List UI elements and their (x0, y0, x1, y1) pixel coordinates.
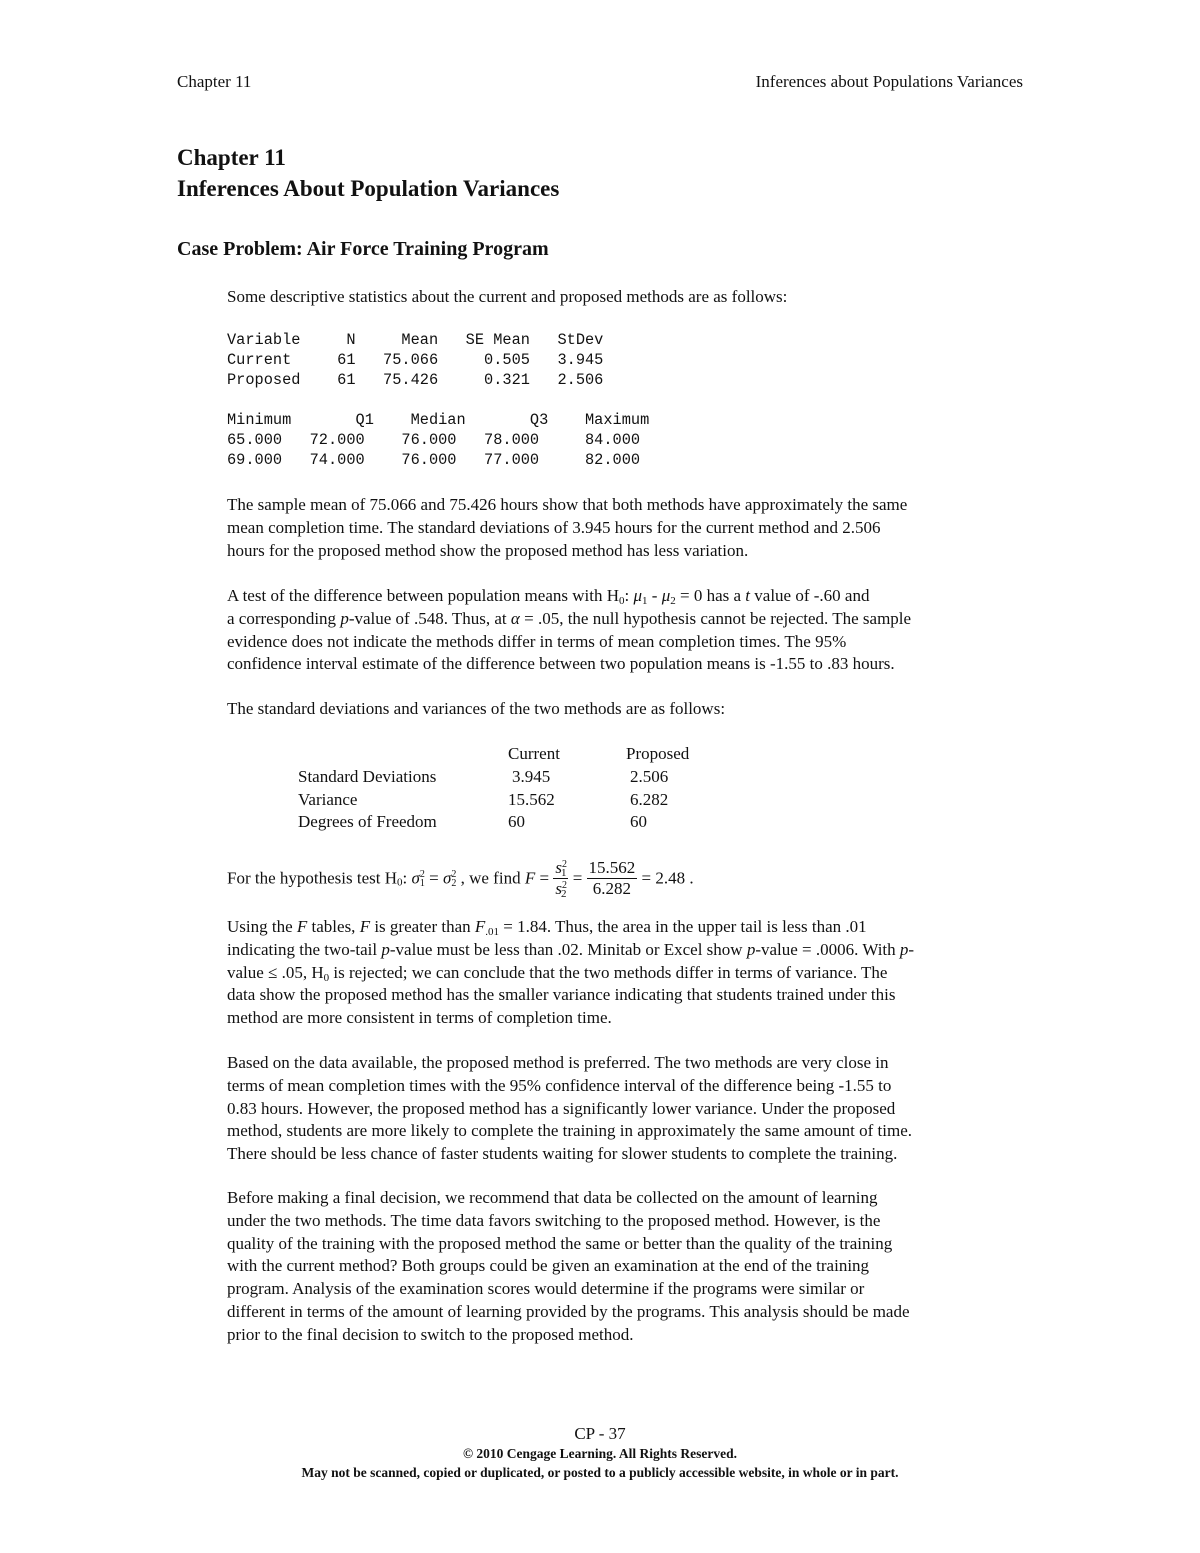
table-row: Standard Deviations 3.945 2.506 (298, 766, 669, 786)
table-header-row (298, 743, 689, 766)
paragraph-line: program. Analysis of the examination scores would determine if the programs were similar or (227, 1279, 865, 1299)
table-row: Degrees of Freedom 60 60 (298, 812, 647, 832)
paragraph-final-decision (227, 1187, 1027, 1347)
paragraph-line: with the current method? Both groups could be given an examination at the end of the training (227, 1256, 870, 1276)
stats-2-row-1: 65.000 72.000 76.000 78.000 84.000 (227, 431, 641, 450)
table-row: Variance 15.562 6.282 (298, 789, 669, 809)
stats-2-row-2: 69.000 74.000 76.000 77.000 82.000 (227, 451, 641, 470)
paragraph-line: A test of the difference between population means with $H_0$: $\mu_1 - \mu_2 = 0$ has a t value of -.60 and (227, 586, 870, 607)
descriptive-stats-table-1 (227, 330, 603, 391)
paragraph-line: method are more consistent in terms of completion time. (227, 1008, 612, 1028)
stats-1-row-proposed: Proposed 61 75.426 0.321 2.506 (227, 371, 604, 390)
reproduction-notice: May not be scanned, copied or duplicated, or posted to a publicly accessible website, in whole or in part. (301, 1465, 899, 1480)
paragraph-variances-intro: The standard deviations and variances of the two methods are as follows: (227, 699, 726, 718)
paragraph-line: data show the proposed method has the smaller variance indicating that students trained under this (227, 985, 896, 1005)
paragraph-line: value ≤ .05, $H_0$ is rejected; we can conclude that the two methods differ in terms of variance. The (227, 962, 888, 984)
running-header-right: Inferences about Populations Variances (755, 72, 1023, 91)
copyright-line: © 2010 Cengage Learning. All Rights Reserved. (462, 1446, 738, 1461)
paragraph-line: terms of mean completion times with the 95% confidence interval of the difference being -1.55 to (227, 1075, 892, 1095)
paragraph-line: evidence does not indicate the methods differ in terms of mean completion times. The 95% (227, 631, 847, 651)
paragraph-line: 0.83 hours. However, the proposed method has a significantly lower variance. Under the proposed (227, 1098, 896, 1118)
paragraph-mean-test (227, 585, 1027, 676)
intro-paragraph: Some descriptive statistics about the current and proposed methods are as follows: (227, 287, 788, 306)
paragraph-recommendation (227, 1052, 1027, 1166)
paragraph-line: Using the F tables, F is greater than $F_{.01} = 1.84$. Thus, the area in the upper tail is less than .01 (227, 917, 867, 938)
paragraph-line: quality of the training with the proposed method the same or better than the quality of the training (227, 1233, 893, 1253)
paragraph-f-test (227, 916, 1027, 1030)
section-heading: Case Problem: Air Force Training Program (177, 238, 549, 260)
variance-table (298, 743, 689, 834)
paragraph-line: different in terms of the amount of learning provided by the programs. This analysis should be made (227, 1301, 910, 1321)
paragraph-line: There should be less chance of faster students waiting for slower students to complete the training. (227, 1144, 898, 1164)
paragraph-line: hours for the proposed method show the proposed method has less variation. (227, 540, 749, 560)
stats-1-header: Variable N Mean SE Mean StDev (227, 331, 604, 349)
paragraph-line: method, students are more likely to complete the training in approximately the same amount of time. (227, 1121, 913, 1141)
paragraph-line: under the two methods. The time data favors switching to the proposed method. However, is the (227, 1210, 881, 1230)
paragraph-line: The sample mean of 75.066 and 75.426 hours show that both methods have approximately the same (227, 495, 908, 514)
paragraph-line: indicating the two-tail p-value must be less than .02. Minitab or Excel show p-value = .0006. With p- (227, 939, 915, 959)
column-header-current: Current (508, 744, 560, 763)
column-header-proposed: Proposed (626, 744, 690, 763)
paragraph-line: Based on the data available, the proposed method is preferred. The two methods are very close in (227, 1053, 889, 1072)
hypothesis-formula: For the hypothesis test $H_0$: σ 2 1 = σ 2 2 , we find F = $\frac{s^2_1}{s^2_2}$ = $\frac{15.562}{6.282}$ = 2.48 . (227, 858, 694, 900)
variance-ratio-fraction: $\frac{15.562}{6.282}$ (588, 858, 636, 898)
paragraph-line: Before making a final decision, we recommend that data be collected on the amount of learning (227, 1188, 878, 1207)
paragraph-line: prior to the final decision to switch to the proposed method. (227, 1324, 634, 1344)
paragraph-line: a corresponding p-value of .548. Thus, at α = .05, the null hypothesis cannot be rejected. The sample (227, 608, 912, 628)
chapter-title: Inferences About Population Variances (177, 176, 560, 201)
running-header-left: Chapter 11 (177, 72, 252, 91)
descriptive-stats-table-2 (227, 410, 649, 471)
paragraph-line: mean completion time. The standard deviations of 3.945 hours for the current method and 2.506 (227, 517, 881, 537)
page-number: CP - 37 (574, 1424, 626, 1443)
s-ratio-fraction: $\frac{s^2_1}{s^2_2}$ (555, 858, 567, 900)
paragraph-line: confidence interval estimate of the difference between two population means is -1.55 to .83 hours. (227, 654, 895, 674)
paragraph-means (227, 494, 1027, 562)
chapter-number: Chapter 11 (177, 145, 286, 170)
stats-1-row-current: Current 61 75.066 0.505 3.945 (227, 351, 604, 370)
stats-2-header: Minimum Q1 Median Q3 Maximum (227, 411, 650, 429)
